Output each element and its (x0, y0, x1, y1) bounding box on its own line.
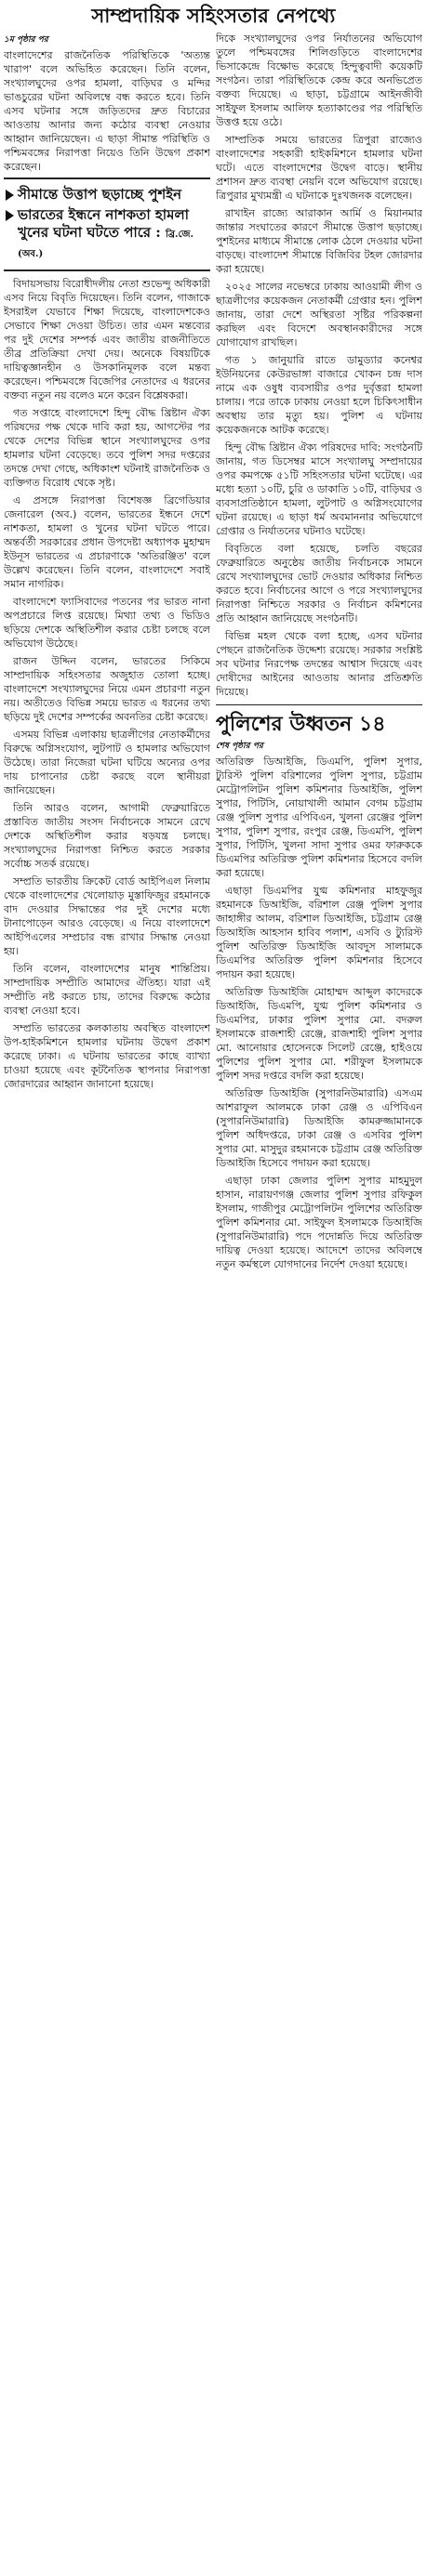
article-paragraph: বিবৃতিতে বলা হয়েছে, চলতি বছরের ফেব্রুয়ারিতে অনুষ্ঠেয় জাতীয় নির্বাচনকে সামনে রেখে সংখ্যালঘুদের ভোট দেওয়ার অধিকার নিশ্চিত করতে হবে। নির্বাচনের আগে ও পরে সংখ্যালঘুদের নিরাপত্তা নিশ্চিতে সরকার ও নির্বাচন কমিশনের প্রতি আহ্বান জানিয়েছে সংগঠনটি। (216, 543, 422, 624)
article-paragraph: এছাড়া ডিএমপির যুগ্ম কমিশনার মাহফুজুর রহমানকে ডিআইজি, বরিশাল রেঞ্জ পুলিশ সুপার জাহাঙ্গীর আলম, বরিশাল ডিআইজি, চট্টগ্রাম রেঞ্জ ডিআইজি আহসান হাবিব পলাশ, এসবি ও ট্যুরিস্ট পুলিশ অতিরিক্ত ডিআইজি আবদুস সালামকে ডিএমপির অতিরিক্ত পুলিশ কমিশনার হিসেবে পদায়ন করা হয়েছে। (216, 885, 422, 980)
article-paragraph: হিন্দু বৌদ্ধ খ্রিষ্টান ঐক্য পরিষদের দাবি: সংগঠনটি জানায়, গত ডিসেম্বর মাসে সংখ্যালঘু সম্প্রদায়ের ওপর কমপক্ষে ৫১টি সহিংসতার ঘটনা ঘটেছে। এর মধ্যে হত্যা ১০টি, চুরি ও ডাকাতি ১০টি, বাড়িঘর ও ব্যবসাপ্রতিষ্ঠানে হামলা, লুটপাট ও অগ্নিসংযোগের ঘটনা রয়েছে। এ ছাড়া ধর্ম অবমাননার অভিযোগে গ্রেপ্তার ও নির্যাতনের ঘটনাও ঘটেছে। (216, 441, 422, 537)
pull-quote-byline: ব্রি.জে.(অব.) (18, 230, 193, 259)
article-paragraph: তিনি বলেন, বাংলাদেশের মানুষ শান্তিপ্রিয়। সাম্প্রদায়িক সম্প্রীতি আমাদের ঐতিহ্য। যারা এই সম্প্রীতি নষ্ট করতে চায়, তাদের বিরুদ্ধে কঠোর ব্যবস্থা নেওয়া হবে। (4, 963, 210, 1017)
pull-quote-text: সীমান্তে উত্তাপ ছড়াচ্ছে পুশইন (18, 186, 182, 203)
article-paragraph: অতিরিক্ত ডিআইজি মোহাম্মদ আব্দুল কাদেরকে ডিআইজি, ডিএমপি, যুগ্ম পুলিশ কমিশনার ও ডিএমপির, ঢাকার পুলিশ সুপার মো. বদরুল ইসলামকে রাজশাহী রেঞ্জে, রাজশাহী পুলিশ সুপার মো. আনোয়ার হোসেনকে সিলেট রেঞ্জে, হাইওয়ে পুলিশের পুলিশ সুপার মো. শরীফুল ইসলামকে পুলিশ সদর দপ্তরে বদলি করা হয়েছে। (216, 986, 422, 1082)
triangle-bullet-icon (6, 210, 14, 221)
article-paragraph: দিকে সংখ্যালঘুদের ওপর নির্যাতনের অভিযোগ তুলে পশ্চিমবঙ্গের শিলিগুড়িতে বাংলাদেশের ভিসাকেন্দ্রে বিক্ষোভ করেছে হিন্দুত্ববাদী কয়েকটি সংগঠন। তারা পরিস্থিতিকে কেন্দ্র করে অনভিপ্রেত বক্তব্য দিয়েছে। এ ছাড়া, চট্টগ্রামে আইনজীবী সাইফুল ইসলাম আলিফ হত্যাকাণ্ডের পর পরিস্থিতি উত্তপ্ত হয়ে ওঠে। (216, 33, 422, 128)
article-paragraph: তিনি আরও বলেন, আগামী ফেব্রুয়ারিতে প্রস্তাবিত জাতীয় সংসদ নির্বাচনকে সামনে রেখে দেশকে অস্থিতিশীল করার ষড়যন্ত্র চলছে। সংখ্যালঘুদের নিরাপত্তা নিশ্চিত করতে সরকার সর্বোচ্চ সতর্ক রয়েছে। (4, 802, 210, 870)
pull-quote-text: ভারতের ইন্ধনে নাশকতা হামলা খুনের ঘটনা ঘটতে পারে : ব্রি.জে.(অব.) (18, 206, 193, 259)
article-paragraph: অতিরিক্ত ডিআইজি, ডিএমপি, পুলিশ সুপার, ট্যুরিস্ট পুলিশ বরিশালের পুলিশ সুপার, চট্টগ্রাম মেট্রোপলিটন পুলিশ কমিশনার ডিআইজি, পুলিশ সুপার, পিটিসি, নোয়াখালী আমান বেগম চট্টগ্রাম রেঞ্জ পুলিশ সুপার এপিবিএন, খুলনা রেঞ্জের পুলিশ সুপার, পুলিশ সুপার, রংপুর রেঞ্জ, ডিএমপি, পুলিশ সুপার, পিটিসি, খুলনা সাদা সুপার ওমর ফারুককে ডিএমপির অতিরিক্ত পুলিশ কমিশনার হিসেবে বদলি করা হয়েছে। (216, 756, 422, 879)
story-columns (4, 32, 423, 1275)
column-left (4, 32, 210, 1095)
continued-label: শেষ পৃষ্ঠার পর (216, 742, 263, 751)
article-paragraph: গত সপ্তাহে বাংলাদেশে হিন্দু বৌদ্ধ খ্রিষ্টান ঐক্য পরিষদের পক্ষ থেকে দাবি করা হয়, আগস্টের পর থেকে দেশের বিভিন্ন স্থানে সংখ্যালঘুদের ওপর হামলার ঘটনা বেড়েছে। তবে পুলিশ সদর দপ্তরের তদন্তে দেখা গেছে, অধিকাংশ ঘটনাই রাজনৈতিক ও ব্যক্তিগত বিরোধ থেকে সৃষ্ট। (4, 407, 210, 489)
article-paragraph: রাখাইন রাজ্যে আরাকান আর্মি ও মিয়ানমার জান্তার সংঘাতের কারণে সীমান্তে উত্তাপ ছড়াচ্ছে। পুশইনের মাধ্যমে সীমান্তে লোক ঠেলে দেওয়ার ঘটনা বাড়ছে। বাংলাদেশ সীমান্তে বিজিবির টহল জোরদার করা হয়েছে। (216, 207, 422, 275)
article-paragraph: এ প্রসঙ্গে নিরাপত্তা বিশেষজ্ঞ ব্রিগেডিয়ার জেনারেল (অব.) বলেন, ভারতের ইন্ধনে দেশে নাশকতা, হামলা ও খুনের ঘটনা ঘটতে পারে। অন্তর্বর্তী সরকারের প্রধান উপদেষ্টা অধ্যাপক মুহাম্মদ ইউনূস ভারতের এ প্রচারণাকে 'অতিরঞ্জিত' বলে উল্লেখ করেছেন। তিনি বলেন, বাংলাদেশে সবাই সমান নাগরিক। (4, 494, 210, 590)
article-paragraph: অতিরিক্ত ডিআইজি (সুপারনিউমারারি) এসএম আশরাফুল আলমকে ঢাকা রেঞ্জ ও এপিবিএন (সুপারনিউমারারি) ডিআইজি কামরুজ্জামানকে পুলিশ অধিদপ্তরে, ঢাকা রেঞ্জ ও এসবির পুলিশ সুপার মো. মাসুদুর রহমানকে চট্টগ্রাম রেঞ্জ অতিরিক্ত ডিআইজি হিসেবে পদায়ন করা হয়েছে। (216, 1087, 422, 1169)
article-paragraph: গত ১ জানুয়ারি রাতে ডামুড্যার কনেশ্বর ইউনিয়নের কেউরভাঙ্গা বাজারে খোকন চন্দ্র দাস নামে এক ওষুধ ব্যবসায়ীর ওপর দুর্বৃত্তরা হামলা চালায়। পরে তাকে ঢাকায় নেওয়া হলে চিকিৎসাধীন অবস্থায় তার মৃত্যু হয়। পুলিশ এ ঘটনায় কয়েকজনকে আটক করেছে। (216, 354, 422, 436)
article-paragraph: সম্প্রতি ভারতীয় ক্রিকেট বোর্ড আইপিএল নিলাম থেকে বাংলাদেশের খেলোয়াড় মুস্তাফিজুর রহমানকে বাদ দেওয়ার সিদ্ধান্তের পর দুই দেশের মধ্যে টানাপোড়েন আরও বেড়েছে। এ নিয়ে বাংলাদেশে আইপিএলের সম্প্রচার বন্ধ রাখার সিদ্ধান্ত নেওয়া হয়। (4, 875, 210, 957)
article-paragraph: বিভিন্ন মহল থেকে বলা হচ্ছে, এসব ঘটনার পেছনে রাজনৈতিক উদ্দেশ্য রয়েছে। সরকার সংশ্লিষ্ট সব ঘটনার নিরপেক্ষ তদন্তের আশ্বাস দিয়েছে এবং দোষীদের আইনের আওতায় আনার প্রতিশ্রুতি দিয়েছে। (216, 630, 422, 698)
article-paragraph: সম্প্রতি ভারতের কলকাতায় অবস্থিত বাংলাদেশ উপ-হাইকমিশনে হামলার ঘটনায় উদ্বেগ প্রকাশ করেছে ঢাকা। এ ঘটনায় ভারতের কাছে ব্যাখ্যা চাওয়া হয়েছে এবং কূটনৈতিক স্থাপনার নিরাপত্তা জোরদারের আহ্বান জানানো হয়েছে। (4, 1022, 210, 1090)
section-divider (216, 704, 422, 705)
pull-quote-box (4, 177, 210, 271)
column-right (216, 32, 422, 1275)
article-paragraph: সাম্প্রতিক সময়ে ভারতের ত্রিপুরা রাজ্যেও বাংলাদেশের সহকারী হাইকমিশনে হামলার ঘটনা ঘটে। এতে বাংলাদেশের উদ্বেগ বাড়ে। স্থানীয় প্রশাসন দ্রুত ব্যবস্থা নেয়নি বলে অভিযোগ রয়েছে। ত্রিপুরার মুখ্যমন্ত্রী এ ঘটনাকে দুঃখজনক বলেছেন। (216, 134, 422, 202)
article-paragraph: এসময় বিভিন্ন এলাকায় ছাত্রলীগের নেতাকর্মীদের বিরুদ্ধে অগ্নিসংযোগ, লুটপাট ও হামলার অভিযোগ উঠেছে। তারা নিজেরা ঘটনা ঘটিয়ে অন্যের ওপর দায় চাপানোর চেষ্টা করছে বলে স্থানীয়রা জানিয়েছেন। (4, 729, 210, 796)
pull-quote (6, 206, 208, 263)
article-paragraph: বাংলাদেশে ফ্যাসিবাদের পতনের পর ভারত নানা অপপ্রচারে লিপ্ত রয়েছে। মিথ্যা তথ্য ও ভিডিও ছড়িয়ে দেশকে অস্থিতিশীল করার চেষ্টা চলছে বলে অভিযোগ উঠেছে। (4, 596, 210, 650)
story2-headline: পুলিশের উধ্বতন ১৪ (216, 712, 386, 736)
pull-quote (6, 186, 208, 204)
article-paragraph: বিদায়সভায় বিরোধীদলীয় নেতা শুভেন্দু অধিকারী এসব নিয়ে বিবৃতি দিয়েছেন। তিনি বলেন, গাজাকে ইসরাইল যেভাবে শিক্ষা দিয়েছে, বাংলাদেশকেও সেভাবে শিক্ষা দেওয়া উচিত। তার এমন মন্তব্যের পর দুই দেশের সম্পর্ক এবং জাতীয় রাজনীতিতে তীব্র প্রতিক্রিয়া দেখা দেয়। অনেকে বিষয়টিকে দায়িত্বজ্ঞানহীন ও উসকানিমূলক বলে মন্তব্য করেছেন। পশ্চিমবঙ্গে বিজেপির নেতাদের এ ধরনের বক্তব্য নতুন নয় বলেও মনে করেন বিশ্লেষকরা। (4, 278, 210, 401)
triangle-bullet-icon (6, 190, 14, 201)
article-paragraph: রাজন উদ্দিন বলেন, ভারতের সিকিমে সাম্প্রদায়িক সহিংসতার অজুহাত তোলা হচ্ছে। বাংলাদেশে সংখ্যালঘুদের নিয়ে এমন প্রচারণা নতুন নয়। অতীতেও বিভিন্ন সময়ে ভারত এ ধরনের তথ্য ছড়িয়ে দুই দেশের সম্পর্কের অবনতির চেষ্টা করেছে। (4, 655, 210, 723)
article-paragraph: বাংলাদেশের রাজনৈতিক পরিস্থিতিকে 'অত্যন্ত খারাপ' বলে অভিহিত করেছেন। তিনি বলেন, সংখ্যালঘুদের ওপর হামলা, বাড়িঘর ও মন্দির ভাঙচুরের ঘটনা অবিলম্বে বন্ধ করতে হবে। তিনি এসব ঘটনার সঙ্গে জড়িতদের দ্রুত বিচারের আওতায় আনার জন্য কঠোর ব্যবস্থা নেওয়ার আহ্বান জানিয়েছেন। এ ছাড়া সীমান্ত পরিস্থিতি ও পশ্চিমবঙ্গের নিরাপত্তা নিয়েও তিনি উদ্বেগ প্রকাশ করেছেন। (4, 49, 210, 173)
main-headline: সাম্প্রদায়িক সহিংসতার নেপথ্যে (91, 4, 336, 27)
article-paragraph: এছাড়া ঢাকা জেলার পুলিশ সুপার মাহমুদুল হাসান, নারায়ণগঞ্জ জেলার পুলিশ সুপার রফিকুল ইসলাম, গাজীপুর মেট্রোপলিটন পুলিশের অতিরিক্ত পুলিশ কমিশনার মো. সাইফুল ইসলামকে ডিআইজি (সুপারনিউমারারি) পদে পদোন্নতি দিয়ে অতিরিক্ত দায়িত্ব দেওয়া হয়েছে। আদেশে তাদের অবিলম্বে নতুন কর্মস্থলে যোগদানের নির্দেশ দেওয়া হয়েছে। (216, 1175, 422, 1270)
article-paragraph: ২০২৫ সালের নভেম্বরে ঢাকায় আওয়ামী লীগ ও ছাত্রলীগের কয়েকজন নেতাকর্মী গ্রেপ্তার হন। পুলিশ জানায়, তারা দেশে অস্থিরতা সৃষ্টির পরিকল্পনা করছিল এবং বিদেশে অবস্থানকারীদের সঙ্গে যোগাযোগ রাখছিল। (216, 281, 422, 348)
continued-label: ১ম পৃষ্ঠার পর (4, 35, 48, 45)
